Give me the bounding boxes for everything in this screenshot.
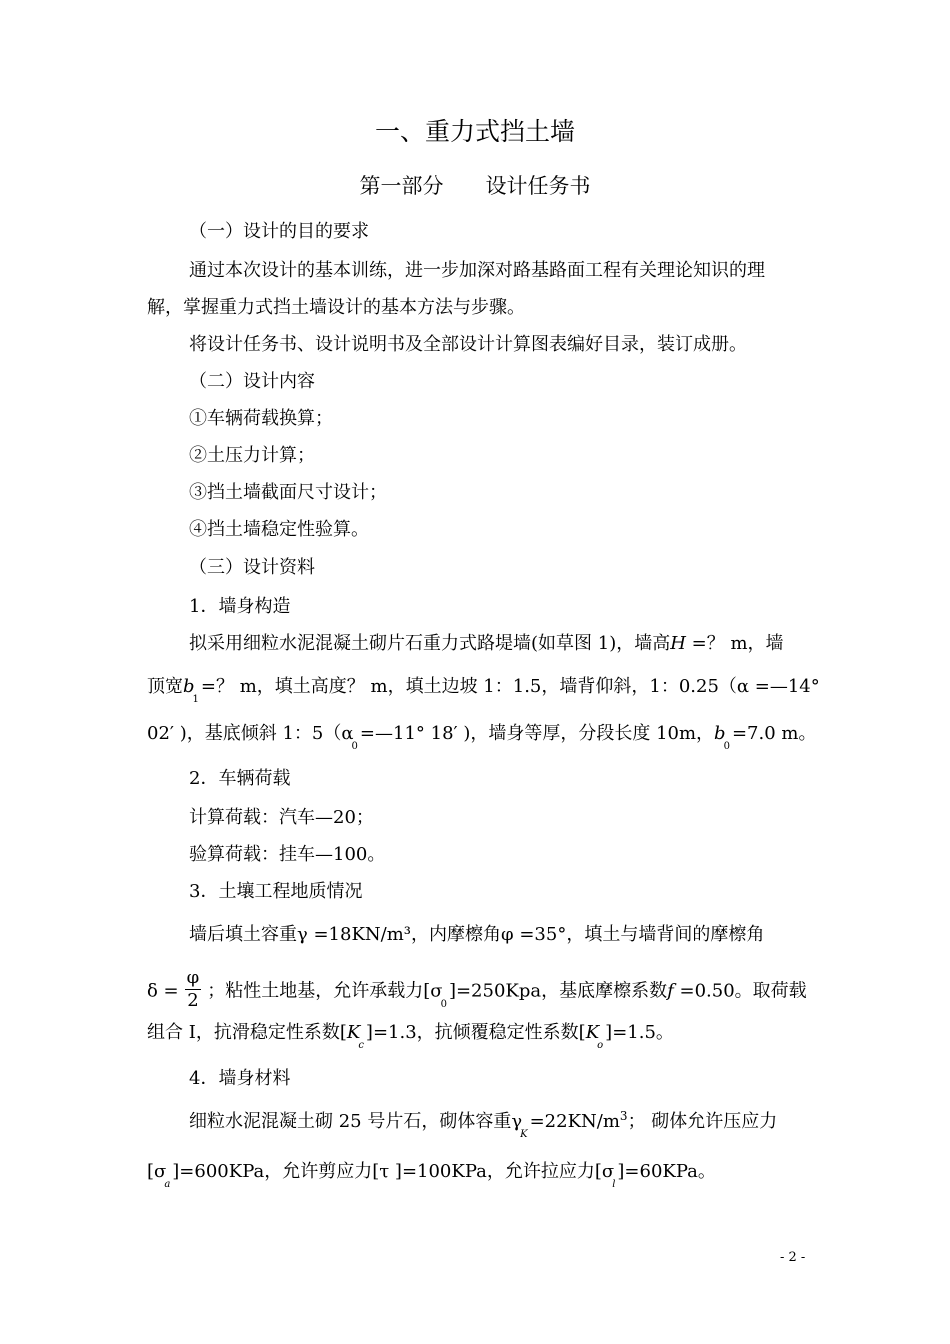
paragraph-line: 细粒水泥混凝土砌 25 号片石，砌体容重$\gamma_K=22KN/m^3$； 砌体允许压应力	[189, 1109, 778, 1140]
paragraph-line: 解，掌握重力式挡土墙设计的基本方法与步骤。	[147, 297, 525, 318]
heading-content: （二）设计内容	[189, 371, 315, 392]
paragraph-line: 02′ )，基底倾斜 1：$5(\alpha_0=—11^\circ$ 18′ )，墙身等厚，分段长度 10m，$b_0=7.0$ m。	[147, 723, 817, 752]
paragraph-line: 将设计任务书、设计说明书及全部设计计算图表编好目录，装订成册。	[189, 334, 747, 355]
heading-objectives: （一）设计的目的要求	[189, 221, 369, 242]
section-subtitle: 第一部分 设计任务书	[359, 174, 591, 198]
list-item: ③挡土墙截面尺寸设计；	[189, 482, 387, 503]
paragraph-line: 组合 I，抗滑稳定性系数$[K_c]=1.3$，抗倾覆稳定性系数$[K_o]=1.5$。	[147, 1022, 674, 1051]
paragraph-line: 拟采用细粒水泥混凝土砌片石重力式路堤墙(如草图 1)，墙高H =？ m，墙	[189, 633, 784, 654]
subheading-soil-geology: 3．土壤工程地质情况	[189, 881, 363, 902]
paragraph-line: 通过本次设计的基本训练，进一步加深对路基路面工程有关理论知识的理	[189, 260, 765, 281]
subheading-wall-structure: 1．墙身构造	[189, 596, 291, 617]
list-item: ②土压力计算；	[189, 445, 315, 466]
heading-data: （三）设计资料	[189, 557, 315, 578]
page-title: 一、重力式挡土墙	[374, 117, 575, 146]
subheading-vehicle-load: 2．车辆荷载	[189, 768, 291, 789]
paragraph-line: δ = $\frac{\varphi}{2}$ ；粘性土地基，允许承载力$[\sigma_0]=250Kpa$，基底摩檫系数f =0.50。取荷载	[147, 967, 807, 1011]
list-item: ④挡土墙稳定性验算。	[189, 519, 369, 540]
paragraph-line: 验算荷载：挂车—100。	[189, 844, 386, 865]
subheading-wall-material: 4．墙身材料	[189, 1068, 291, 1089]
paragraph-line: 墙后填土容重γ =18KN/m³，内摩檫角φ =35°，填土与墙背间的摩檫角	[189, 924, 765, 945]
page-number: - 2 -	[780, 1250, 806, 1265]
paragraph-line: 计算荷载：汽车—20；	[189, 807, 374, 828]
paragraph-line: $[\sigma_a]=600KPa$，允许剪应力[τ ]=100KPa，允许拉应力$[\sigma_l]=60KPa$。	[147, 1161, 716, 1190]
fraction: $\frac{\varphi}{2}$	[186, 967, 200, 1011]
list-item: ①车辆荷载换算；	[189, 408, 333, 429]
paragraph-line: 顶宽$b_1=$？ m，填土高度？ m，填土边坡 1：1.5，墙背仰斜，1：0.25（α =—14°	[147, 676, 820, 705]
